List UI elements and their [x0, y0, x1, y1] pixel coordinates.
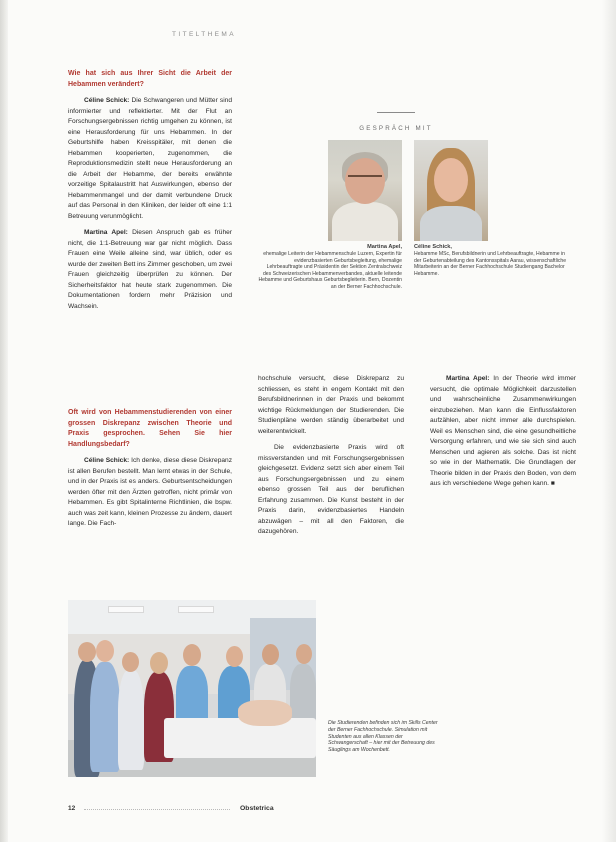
- interview-label-text: GESPRÄCH MIT: [359, 125, 433, 132]
- speaker-name: Céline Schick:: [84, 457, 130, 464]
- glasses-icon: [348, 175, 382, 185]
- article-column-1: [68, 69, 232, 318]
- student-head: [183, 644, 201, 666]
- person-name: Céline Schick,: [414, 244, 452, 250]
- student-head: [150, 652, 168, 674]
- answer-text: Ich denke, diese diese Diskrepanz ist allen Berufen bestellt. Man lernt etwas in der Schule, und in der Praxis ist es anders. Geburtsentscheidungen werden öfter mit den Ärzten getroffen, nicht primär von Hebammen. Es gibt Spitalinterne Richtlinien, die bspw. auch was zeit kann, kleinen Prozesse zu ändern, dauert lange. Die Fach-: [68, 457, 232, 527]
- magazine-name: Obstetrica: [240, 805, 274, 812]
- simulation-bed: [164, 718, 316, 758]
- body-paragraph: hochschule versucht, diese Diskrepanz zu schliessen, es steht in engem Kontakt mit den Berufsbildnerinnen in der Praxis und bekommt wichtige Rückmeldungen der Studierenden. Die Studienpläne werden ständig überarbeitet und weiterentwickelt.: [258, 375, 404, 435]
- question-heading: Oft wird von Hebammenstudierenden von einer grossen Diskrepanz zwischen Theorie und Praxis gesprochen. Sehen Sie hier Handlungsbedarf?: [68, 409, 232, 448]
- page-spine-shadow: [0, 0, 8, 842]
- portrait-body: [332, 202, 398, 241]
- portrait-martina-apel: [328, 140, 402, 241]
- article-column-1-bottom: [68, 408, 232, 536]
- answer-text: In der Theorie wird immer versucht, die optimale Möglichkeit darzustellen und wahrscheinliche Zusammenwirkungen einzubeziehen. Man kann die Einflussfaktoren aufzählen, aber nicht immer alle durchspielen. Weil es Menschen sind, die eine gesundheitliche Versorgung erfahren, und wie sie sich sind auch Menschen und agieren als solche. Das ist nicht so wie in der Mathematik. Die Grundlagen der Theorie bilden in der Praxis den Boden, von dem aus ich verschiedene Wege gehen kann.: [430, 375, 576, 487]
- answer-paragraph: [68, 456, 232, 530]
- page-edge-shadow: [602, 0, 616, 842]
- student-figure: [290, 664, 316, 724]
- article-column-3: [430, 374, 576, 496]
- student-head: [226, 646, 243, 667]
- ceiling-light: [178, 606, 214, 613]
- photo-caption: Die Studierenden befinden sich im Skills Center der Berner Fachhochschule. Simulation mit Studenten aus allen Klassen der Schwangerschaft – hier mit der Betreuung des Säuglings am Wochenbett.: [328, 720, 438, 754]
- question-heading: Wie hat sich aus Ihrer Sicht die Arbeit der Hebammen verändert?: [68, 70, 232, 88]
- birthing-manikin: [238, 700, 292, 726]
- label-rule: [377, 112, 415, 113]
- article-column-2: [258, 374, 404, 544]
- skills-center-photo: [68, 600, 316, 777]
- section-kicker: TITELTHEMA: [172, 31, 236, 38]
- person-bio: ehemalige Leiterin der Hebammenschule Luzern, Expertin für evidenzbasierten Geburtsbegleitung, ehemalige Lehrbeauftragte und Präsidentin der Sektion Zentralschweiz des Schweizerischen Hebammenverbandes, aktuelle leitende Hebamme und Geburtshaus Geburtsbegleiterin. Bern, Dozentin an der Berner Fachhochschule.: [258, 251, 402, 290]
- student-figure: [90, 662, 120, 772]
- speaker-name: Martina Apel:: [84, 229, 128, 236]
- portrait-caption-schick: [414, 244, 570, 277]
- footer-rule: [84, 809, 230, 810]
- student-head: [78, 642, 96, 662]
- person-name: Martina Apel,: [367, 244, 402, 250]
- answer-text: Die Schwangeren und Mütter sind informierter und reflektierter. Mit der Flut an Forschungsergebnissen richtig umgehen zu können, ist eine Herausforderung für uns Hebammen. In der Geburtshilfe haben Kreisspitäler, mit denen die Hebammen kooperierten, zugenommen, die Reproduktionsmedizin stellt neue Herausforderung an die Arbeit der Hebamme, der bereits erwähnte vorzeitige Spitalaustritt hat Auswirkungen, ebenso der Hebammenmangel und der damit verbundene Druck auf das Personal in den Kliniken, der leider oft eine 1:1 Betreuung verunmöglicht.: [68, 97, 232, 220]
- person-bio: Hebamme MSc, Berufsbildnerin und Lehrbeauftragte, Hebamme in der Geburtenabteilung des Kantonsspitals Aarau, wissenschaftliche Mitarbeiterin an der Berner Fachhochschule Studiengang Bachelor Hebamme.: [414, 251, 567, 277]
- answer-paragraph: [68, 96, 232, 222]
- answer-paragraph: [68, 228, 232, 312]
- student-head: [296, 644, 312, 664]
- portrait-caption-apel: [258, 244, 402, 291]
- answer-paragraph: [430, 374, 576, 490]
- speaker-name: Martina Apel:: [446, 375, 490, 382]
- student-head: [96, 640, 114, 662]
- body-paragraph: Die evidenzbasierte Praxis wird oft missverstanden und mit Forschungsergebnissen gleichgesetzt. Evidenz setzt sich aber einem Teil aus Forschungsergebnissen und zu einem ebenso grossen Teil aus der beruflichen Erfahrung zusammen. Die Kunst besteht in der Praxis darin, evidenzbasiertes Handeln abzuwägen – mit all den Faktoren, die dazugehören.: [258, 444, 404, 535]
- student-head: [262, 644, 279, 665]
- end-mark-icon: ■: [550, 480, 555, 487]
- portrait-body: [420, 206, 482, 241]
- speaker-name: Céline Schick:: [84, 97, 130, 104]
- interview-label: [356, 112, 436, 135]
- portrait-face: [434, 158, 468, 202]
- answer-text: Diesen Anspruch gab es früher nicht, die 1:1-Betreuung war gar nicht möglich. Dass Frauen eine Weile alleine sind, war üblich, oder es wurde der zweiten Bett ins Zimmer geschoben, um zwei Frauen gleichzeitig überprüfen zu können. Der Sicherheitsfaktor hat heute stark zugenommen. Die Dokumentationen fordern mehr Präzision und Wachsein.: [68, 229, 232, 310]
- student-head: [122, 652, 139, 672]
- student-figure: [118, 670, 144, 770]
- portrait-celine-schick: [414, 140, 488, 241]
- ceiling-light: [108, 606, 144, 613]
- page-number: 12: [68, 805, 76, 812]
